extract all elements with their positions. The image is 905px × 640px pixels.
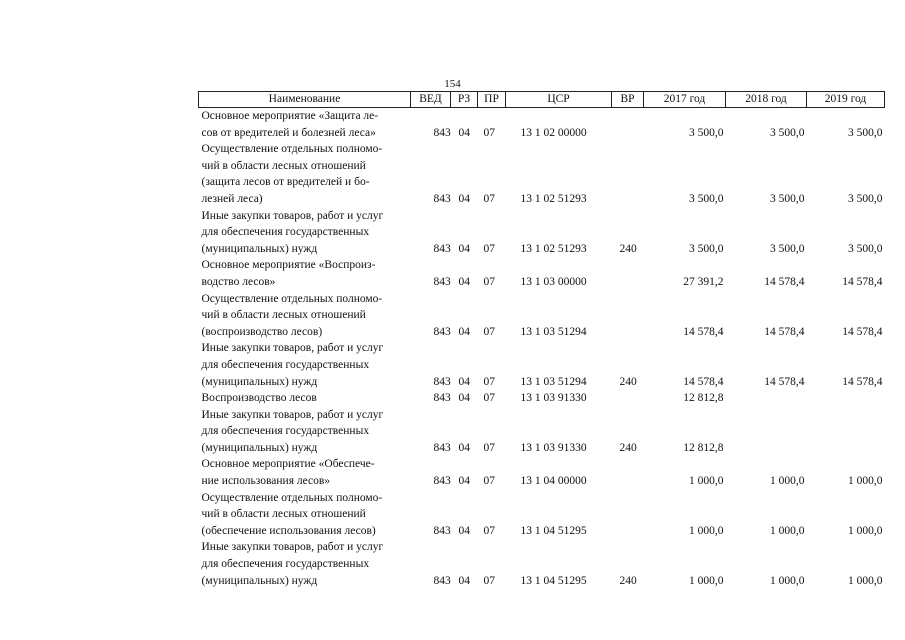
table-row xyxy=(199,390,885,407)
row-ved: 843 xyxy=(433,275,451,288)
row-csr: 13 1 02 51293 xyxy=(520,242,587,255)
row-vr xyxy=(612,490,644,540)
row-ved: 843 xyxy=(433,574,451,587)
row-2017: 3 500,0 xyxy=(689,126,724,139)
row-ved: 843 xyxy=(433,126,451,139)
row-2017: 3 500,0 xyxy=(689,192,724,205)
row-2019: 3 500,0 xyxy=(848,126,883,139)
row-pr: 07 xyxy=(483,275,495,288)
row-2018: 1 000,0 xyxy=(770,524,805,537)
row-ved: 843 xyxy=(433,192,451,205)
row-csr: 13 1 02 00000 xyxy=(520,126,587,139)
header-pr: ПР xyxy=(478,92,506,108)
row-vr xyxy=(612,390,644,407)
row-pr: 07 xyxy=(483,126,495,139)
table-row xyxy=(199,141,885,207)
row-2017: 27 391,2 xyxy=(683,275,724,288)
row-2019 xyxy=(807,390,885,407)
row-2018 xyxy=(726,390,807,407)
table-row xyxy=(199,456,885,489)
row-pr: 07 xyxy=(483,524,495,537)
row-pr: 07 xyxy=(483,475,495,488)
row-rz: 04 xyxy=(458,275,470,288)
row-2018: 1 000,0 xyxy=(770,574,805,587)
row-2018 xyxy=(726,407,807,457)
row-csr: 13 1 04 00000 xyxy=(520,475,587,488)
header-csr: ЦСР xyxy=(506,92,612,108)
table-row xyxy=(199,407,885,457)
row-pr: 07 xyxy=(483,441,495,454)
row-2017: 1 000,0 xyxy=(689,574,724,587)
row-vr xyxy=(612,456,644,489)
row-2017: 12 812,8 xyxy=(683,441,724,454)
table-row xyxy=(199,257,885,290)
table-row xyxy=(199,539,885,589)
table-row xyxy=(199,340,885,390)
row-ved: 843 xyxy=(433,375,451,388)
row-rz: 04 xyxy=(458,574,470,587)
row-2019: 3 500,0 xyxy=(848,242,883,255)
row-2018: 3 500,0 xyxy=(770,242,805,255)
row-name: Иные закупки товаров, работ и услуг для обеспечения государственных (муниципальных) нужд xyxy=(201,408,384,454)
row-2019: 14 578,4 xyxy=(842,275,883,288)
row-pr: 07 xyxy=(483,392,495,405)
row-rz: 04 xyxy=(458,375,470,388)
table-row xyxy=(199,291,885,341)
row-rz: 04 xyxy=(458,524,470,537)
row-2018: 14 578,4 xyxy=(764,275,805,288)
row-name: Основное мероприятие «Воспроиз- водство лесов» xyxy=(201,259,376,288)
row-2019: 1 000,0 xyxy=(848,574,883,587)
row-name: Воспроизводство лесов xyxy=(201,392,317,405)
row-vr xyxy=(612,291,644,341)
row-2018: 3 500,0 xyxy=(770,126,805,139)
row-2018: 14 578,4 xyxy=(764,375,805,388)
row-2019: 1 000,0 xyxy=(848,475,883,488)
row-ved: 843 xyxy=(433,242,451,255)
row-csr: 13 1 02 51293 xyxy=(520,192,587,205)
row-name: Иные закупки товаров, работ и услуг для обеспечения государственных (муниципальных) нужд xyxy=(201,342,384,388)
row-2018: 3 500,0 xyxy=(770,192,805,205)
row-csr: 13 1 03 00000 xyxy=(520,275,587,288)
row-pr: 07 xyxy=(483,574,495,587)
row-pr: 07 xyxy=(483,192,495,205)
row-2018: 14 578,4 xyxy=(764,325,805,338)
row-name: Основное мероприятие «Обеспече- ние использования лесов» xyxy=(201,458,375,488)
row-2017: 12 812,8 xyxy=(683,392,724,405)
row-rz: 04 xyxy=(458,126,470,139)
table-header-row xyxy=(199,92,885,108)
row-2019 xyxy=(807,407,885,457)
row-vr: 240 xyxy=(619,375,637,388)
row-rz: 04 xyxy=(458,475,470,488)
row-2017: 1 000,0 xyxy=(689,475,724,488)
row-2017: 3 500,0 xyxy=(689,242,724,255)
table-row xyxy=(199,208,885,258)
row-2019: 3 500,0 xyxy=(848,192,883,205)
row-csr: 13 1 03 51294 xyxy=(520,375,587,388)
row-csr: 13 1 03 91330 xyxy=(520,441,587,454)
row-pr: 07 xyxy=(483,242,495,255)
row-rz: 04 xyxy=(458,192,470,205)
budget-table xyxy=(198,91,885,589)
table-body xyxy=(199,108,885,590)
header-vr: ВР xyxy=(612,92,644,108)
table-row xyxy=(199,108,885,142)
row-rz: 04 xyxy=(458,242,470,255)
header-name: Наименование xyxy=(199,92,411,108)
row-name: Осуществление отдельных полномо- чий в области лесных отношений (защита лесов от вредителей и бо- лезней леса) xyxy=(201,143,383,205)
row-vr: 240 xyxy=(619,242,637,255)
header-2018: 2018 год xyxy=(726,92,807,108)
row-ved: 843 xyxy=(433,392,451,405)
row-pr: 07 xyxy=(483,325,495,338)
header-2017: 2017 год xyxy=(644,92,726,108)
row-2019: 14 578,4 xyxy=(842,325,883,338)
row-name: Основное мероприятие «Защита ле- сов от вредителей и болезней леса» xyxy=(201,110,379,139)
row-rz: 04 xyxy=(458,325,470,338)
row-vr xyxy=(612,141,644,207)
row-2017: 14 578,4 xyxy=(683,325,724,338)
page-number: 154 xyxy=(444,78,461,90)
row-vr xyxy=(612,108,644,142)
row-vr: 240 xyxy=(619,441,637,454)
row-2018: 1 000,0 xyxy=(770,475,805,488)
row-2017: 1 000,0 xyxy=(689,524,724,537)
header-ved: ВЕД xyxy=(411,92,451,108)
row-pr: 07 xyxy=(483,375,495,388)
row-ved: 843 xyxy=(433,475,451,488)
row-2019: 14 578,4 xyxy=(842,375,883,388)
row-rz: 04 xyxy=(458,392,470,405)
row-ved: 843 xyxy=(433,524,451,537)
row-name: Иные закупки товаров, работ и услуг для обеспечения государственных (муниципальных) нужд xyxy=(201,541,384,587)
row-2017: 14 578,4 xyxy=(683,375,724,388)
row-csr: 13 1 03 91330 xyxy=(520,392,587,405)
row-name: Иные закупки товаров, работ и услуг для обеспечения государственных (муниципальных) нужд xyxy=(201,209,384,255)
row-ved: 843 xyxy=(433,441,451,454)
table-row xyxy=(199,490,885,540)
row-ved: 843 xyxy=(433,325,451,338)
header-rz: РЗ xyxy=(451,92,478,108)
row-rz: 04 xyxy=(458,441,470,454)
row-2019: 1 000,0 xyxy=(848,524,883,537)
header-2019: 2019 год xyxy=(807,92,885,108)
row-csr: 13 1 03 51294 xyxy=(520,325,587,338)
row-name: Осуществление отдельных полномо- чий в области лесных отношений (воспроизводство лесов) xyxy=(201,292,383,338)
row-csr: 13 1 04 51295 xyxy=(520,574,587,587)
row-name: Осуществление отдельных полномо- чий в области лесных отношений (обеспечение использования лесов) xyxy=(201,491,383,537)
row-csr: 13 1 04 51295 xyxy=(520,524,587,537)
row-vr: 240 xyxy=(619,574,637,587)
row-vr xyxy=(612,257,644,290)
